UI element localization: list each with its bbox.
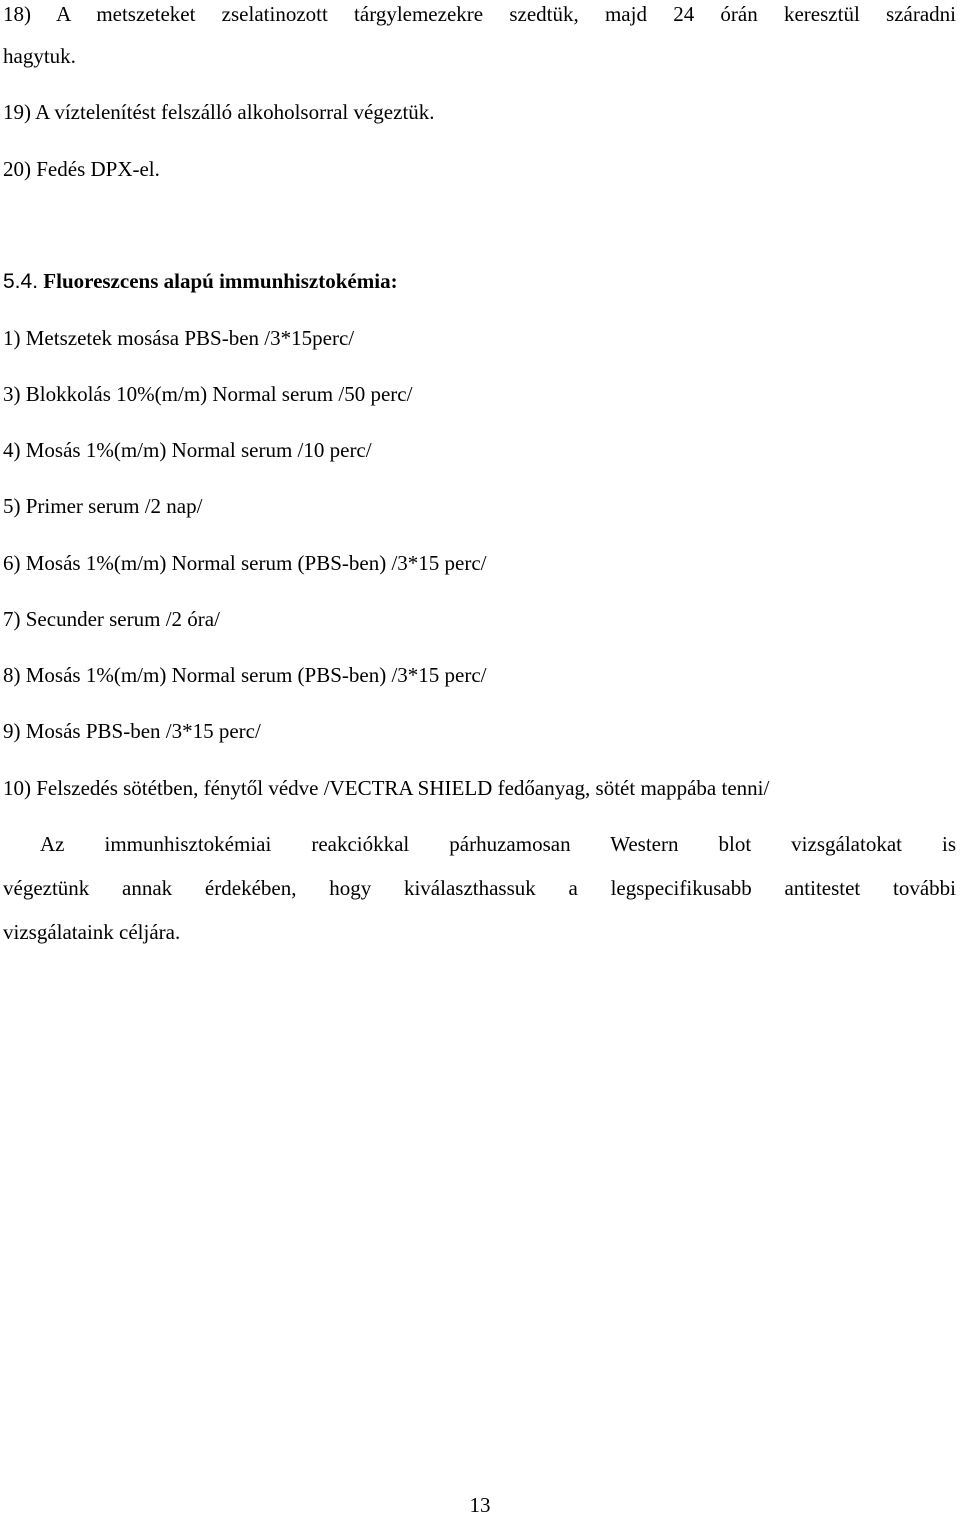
step-9: 9) Mosás PBS-ben /3*15 perc/ xyxy=(3,719,261,743)
section-title: Fluoreszcens alapú immunhisztokémia: xyxy=(38,269,398,293)
step-18-line-2: hagytuk. xyxy=(3,44,76,68)
page-number: 13 xyxy=(469,1493,491,1517)
step-4: 4) Mosás 1%(m/m) Normal serum /10 perc/ xyxy=(3,438,372,462)
step-3: 3) Blokkolás 10%(m/m) Normal serum /50 perc/ xyxy=(3,382,413,406)
section-heading xyxy=(3,269,398,294)
step-20: 20) Fedés DPX-el. xyxy=(3,157,160,181)
step-1: 1) Metszetek mosása PBS-ben /3*15perc/ xyxy=(3,326,355,350)
step-7: 7) Secunder serum /2 óra/ xyxy=(3,607,220,631)
paragraph-line-2: végeztünk annak érdekében, hogy kiválaszthassuk a legspecifikusabb antitestet további xyxy=(3,876,956,900)
paragraph-line-1: Az immunhisztokémiai reakciókkal párhuzamosan Western blot vizsgálatokat is xyxy=(40,832,956,856)
step-10: 10) Felszedés sötétben, fénytől védve /VECTRA SHIELD fedőanyag, sötét mappába tenni/ xyxy=(3,776,770,800)
step-18-line-1: 18) A metszeteket zselatinozott tárgylemezekre szedtük, majd 24 órán keresztül száradni xyxy=(3,2,956,26)
step-8: 8) Mosás 1%(m/m) Normal serum (PBS-ben) /3*15 perc/ xyxy=(3,663,487,687)
paragraph-line-3: vizsgálataink céljára. xyxy=(3,920,181,944)
step-6: 6) Mosás 1%(m/m) Normal serum (PBS-ben) /3*15 perc/ xyxy=(3,551,487,575)
step-19: 19) A víztelenítést felszálló alkoholsorral végeztük. xyxy=(3,100,435,124)
section-number: 5.4. xyxy=(3,270,39,293)
step-5: 5) Primer serum /2 nap/ xyxy=(3,494,203,518)
